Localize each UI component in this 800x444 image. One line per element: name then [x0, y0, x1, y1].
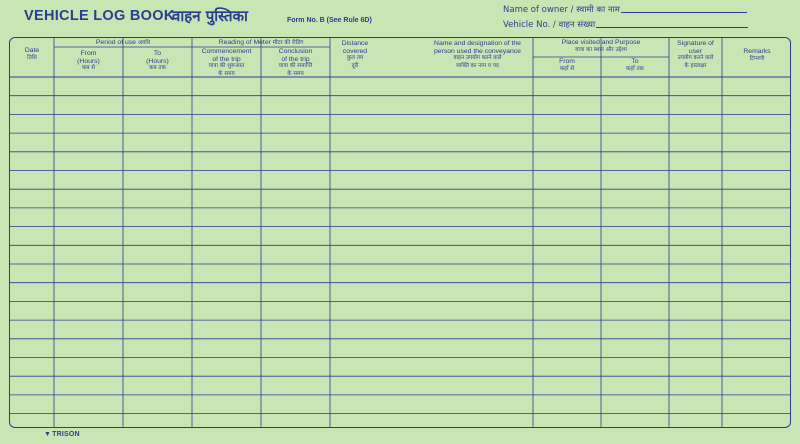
- col-meter: [192, 39, 330, 48]
- col-place-hi: यात्रा का स्थान और उद्देश्य: [575, 46, 627, 53]
- col-period: [54, 39, 192, 48]
- col-conclusion-en: Conclusion: [278, 48, 313, 55]
- vehicle-label: Vehicle No. / वाहन संख्या: [503, 20, 596, 30]
- col-place-to-hi: कहाँ तक: [626, 65, 644, 72]
- col-signature-en2: user: [688, 47, 703, 55]
- brand-logo-icon: ▼: [44, 431, 52, 438]
- col-person-en: Name and designation of the: [434, 40, 521, 47]
- col-from-hours: [54, 50, 123, 73]
- col-conclusion: [261, 48, 330, 78]
- col-date-hi: तिथि: [27, 54, 37, 61]
- brand-mark: [44, 431, 80, 438]
- col-date: [10, 47, 54, 62]
- owner-underline: [621, 12, 747, 13]
- col-remarks: [722, 48, 791, 63]
- title: VEHICLE LOG BOOK: [24, 8, 175, 24]
- col-period-en: Period of use: [95, 39, 136, 46]
- col-commencement-en: Commencement: [201, 48, 252, 55]
- col-place-to: [601, 58, 669, 73]
- col-place-from: [533, 58, 601, 73]
- col-place: [533, 39, 669, 54]
- col-to-hours: [123, 50, 192, 73]
- col-person: [400, 40, 555, 70]
- vehicle-number-field[interactable]: [503, 19, 748, 30]
- col-distance-hi2: दूरी: [351, 62, 359, 69]
- col-person-hi: वाहन उपयोग करने वाले: [453, 55, 502, 62]
- table-grid: [10, 38, 791, 428]
- title-hindi: वाहन पुस्तिका: [172, 7, 248, 25]
- col-to-hours-en2: (Hours): [146, 57, 169, 65]
- col-place-from-hi: कहाँ से: [559, 65, 575, 72]
- col-conclusion-hi: यात्रा की समाप्ति: [278, 63, 313, 70]
- col-from-hours-en2: (Hours): [77, 57, 100, 65]
- col-remarks-en: Remarks: [743, 48, 771, 55]
- col-meter-en: Reading of Meter: [218, 39, 271, 46]
- col-distance-hi: कुल तय: [346, 55, 364, 62]
- col-commencement: [192, 48, 261, 78]
- form-number: Form No. B (See Rule 6D): [287, 17, 372, 24]
- col-commencement-en2: of the trip: [212, 55, 241, 63]
- col-signature: [669, 40, 722, 70]
- col-period-hi: अवधि: [137, 40, 151, 46]
- log-table: [9, 37, 791, 428]
- col-conclusion-en2: of the trip: [281, 55, 310, 63]
- owner-name-field[interactable]: [503, 4, 747, 15]
- col-meter-hi: मीटर की रीडिंग: [272, 40, 304, 46]
- vehicle-underline: [596, 27, 748, 28]
- col-from-hours-en: From: [80, 50, 97, 57]
- col-conclusion-hi2: के समय: [287, 70, 304, 77]
- owner-label: Name of owner / स्वामी का नाम: [503, 5, 620, 15]
- col-place-en: Place visited and Purpose: [561, 39, 641, 46]
- col-commencement-hi2: के समय: [218, 70, 235, 77]
- col-signature-hi: उपयोग करने वाले: [677, 55, 714, 62]
- col-person-en2: person used the conveyance: [434, 47, 521, 55]
- col-person-hi2: व्यक्ति का नाम व पद: [456, 62, 499, 69]
- col-to-hours-en: To: [153, 50, 162, 57]
- col-distance-en: Distance: [341, 40, 369, 47]
- col-place-to-en: To: [631, 58, 639, 65]
- brand-name: TRISON: [52, 431, 80, 438]
- col-remarks-hi: टिप्पणी: [749, 55, 765, 62]
- col-distance: [330, 40, 380, 70]
- col-from-hours-hi: कब से: [81, 65, 96, 72]
- col-signature-hi2: के हस्ताक्षर: [684, 62, 707, 69]
- col-to-hours-hi: कब तक: [149, 65, 166, 72]
- col-place-from-en: From: [559, 58, 575, 65]
- col-date-en: Date: [24, 47, 40, 54]
- col-signature-en: Signature of: [677, 40, 714, 47]
- col-distance-en2: covered: [342, 47, 368, 55]
- col-commencement-hi: यात्रा की शुरूआत: [208, 63, 245, 70]
